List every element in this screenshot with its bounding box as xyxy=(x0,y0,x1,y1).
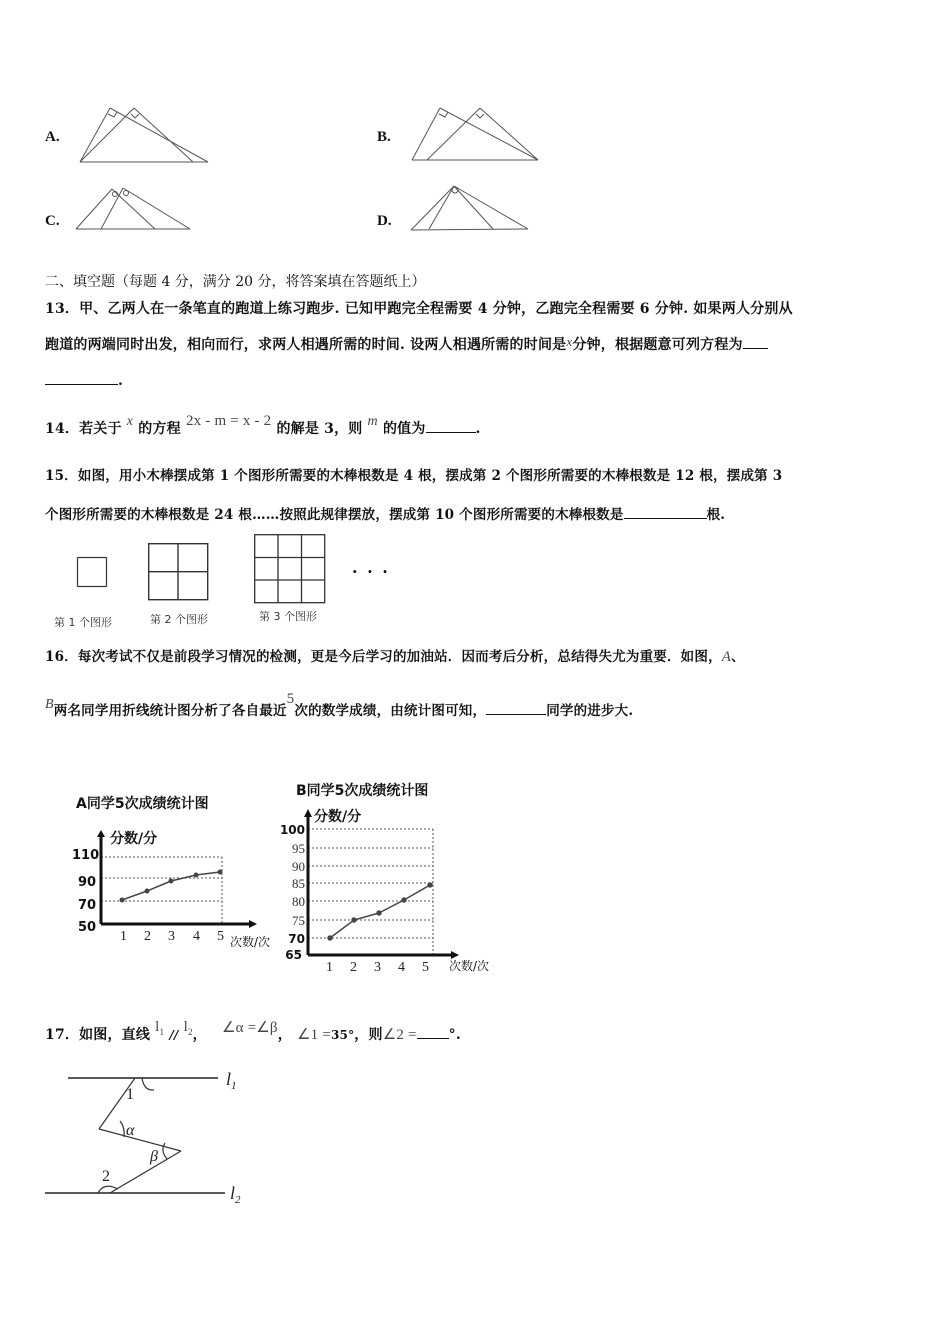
chart-a xyxy=(64,790,274,955)
chart-a-ytick-110: 110 xyxy=(72,848,100,863)
chart-b-ytick-95: 95 xyxy=(292,841,305,856)
q15-caption-1: 第 1 个图形 xyxy=(54,616,112,629)
q15-caption-3: 第 3 个图形 xyxy=(259,610,317,623)
q17-l1-sub: 1 xyxy=(159,1027,165,1037)
q14-suffix: 的值为 xyxy=(382,421,426,437)
chart-b-ytick-85: 85 xyxy=(292,876,305,891)
chart-b xyxy=(276,775,506,980)
svg-text:1: 1 xyxy=(326,960,333,975)
q13-var-x: x xyxy=(566,334,573,349)
chart-a-ytick-50: 50 xyxy=(78,920,97,935)
q13-line1: 13．甲、乙两人在一条笔直的跑道上练习跑步. 已知甲跑完全程需要 4 分钟，乙跑完全程需要 6 分钟. 如果两人分别从 xyxy=(45,301,793,317)
q14-mid2: 的解是 3，则 xyxy=(276,421,363,437)
q17-diagram-label-1: 1 xyxy=(126,1086,134,1103)
q16-text-2b: 次的数学成绩，由统计图可知， xyxy=(294,703,487,719)
q17-angle1: ∠1 = xyxy=(297,1027,331,1043)
q17-degree-end: °. xyxy=(448,1027,461,1043)
q13-period: . xyxy=(118,373,124,389)
chart-b-ytick-70: 70 xyxy=(288,932,305,946)
q17-comma1: ， xyxy=(192,1027,207,1043)
svg-text:3: 3 xyxy=(168,929,175,944)
option-c-figure xyxy=(75,186,200,234)
svg-text:4: 4 xyxy=(193,929,200,944)
chart-b-ytick-65: 65 xyxy=(285,948,302,962)
q15-text-b: 根. xyxy=(706,507,726,523)
q15-line1: 15．如图，用小木棒摆成第 1 个图形所需要的木棒根数是 4 根，摆成第 2 个图形所需要的木棒根数是 12 根，摆成第 3 xyxy=(45,468,783,484)
q16-var-b: B xyxy=(45,697,54,712)
q17-l1 xyxy=(155,1019,164,1035)
q17-l2-text: l xyxy=(183,1019,188,1035)
q14-mid1: 的方程 xyxy=(138,421,181,437)
svg-text:1: 1 xyxy=(120,929,127,944)
q17-parallel: // xyxy=(169,1028,179,1042)
option-a-label: A. xyxy=(45,129,60,145)
chart-b-title: B同学5次成绩统计图 xyxy=(296,783,429,799)
q14-equation: 2x - m = x - 2 xyxy=(185,413,272,429)
q16-var-a: A xyxy=(721,649,732,665)
q17-prefix: 17．如图，直线 xyxy=(45,1027,151,1043)
q16-sep: 、 xyxy=(731,649,745,665)
q17-line xyxy=(45,1019,461,1045)
q15-caption-2: 第 2 个图形 xyxy=(150,613,208,626)
q13-text-a: 跑道的两端同时出发，相向而行，求两人相遇所需的时间. 设两人相遇所需的时间是 xyxy=(45,337,567,353)
q16-num-5: 5 xyxy=(286,691,295,707)
chart-b-ytick-75: 75 xyxy=(292,913,305,928)
q13-line2 xyxy=(45,334,768,354)
q15-figure-2 xyxy=(148,543,210,601)
option-d-label: D. xyxy=(377,213,392,229)
q14-line xyxy=(45,413,481,438)
chart-b-ytick-80: 80 xyxy=(292,894,305,909)
q15-figure-3 xyxy=(254,534,326,604)
q16-text-2a: 两名同学用折线统计图分析了各自最近 xyxy=(53,703,287,719)
q16-text-1: 16．每次考试不仅是前段学习情况的检测，更是今后学习的加油站．因而考后分析，总结得失尤为重要．如图， xyxy=(45,649,722,665)
q17-diagram-l1: $l_1$ xyxy=(226,1069,237,1092)
svg-text:4: 4 xyxy=(398,960,405,975)
q17-diagram-label-alpha: α xyxy=(126,1122,135,1139)
chart-a-plot xyxy=(64,790,274,955)
chart-b-ytick-100: 100 xyxy=(279,823,305,837)
chart-b-plot xyxy=(276,775,506,980)
q17-angle1-value: 35° xyxy=(330,1028,355,1042)
option-b-label: B. xyxy=(377,129,391,145)
q17-l1-text: l xyxy=(155,1019,160,1035)
q13-answer-blank-part1[interactable] xyxy=(743,334,768,349)
chart-b-xlabel: 次数/次 xyxy=(449,959,490,973)
svg-text:5: 5 xyxy=(217,929,224,944)
option-a-figure xyxy=(78,105,218,167)
q17-l2-sub: 2 xyxy=(187,1027,193,1037)
q14-var-m: m xyxy=(367,414,378,429)
q17-l2 xyxy=(184,1019,193,1035)
q13-answer-blank-part2[interactable] xyxy=(45,370,118,385)
chart-a-ytick-90: 90 xyxy=(78,875,97,890)
q17-diagram-l2: $l_2$ xyxy=(230,1183,241,1206)
option-b-figure xyxy=(410,105,545,167)
q14-answer-blank[interactable] xyxy=(426,418,476,433)
q17-diagram-label-2: 2 xyxy=(102,1168,110,1185)
q14-var-x: x xyxy=(126,414,134,429)
q17-angle2: ∠2 = xyxy=(382,1027,417,1043)
q17-then: ，则 xyxy=(354,1027,383,1043)
chart-a-ytick-70: 70 xyxy=(78,898,97,913)
chart-a-ylabel: 分数/分 xyxy=(110,831,158,847)
q13-line3 xyxy=(45,370,123,389)
chart-a-title: A同学5次成绩统计图 xyxy=(76,796,209,812)
q15-figure-1 xyxy=(77,557,108,588)
section-heading: 二、填空题（每题 4 分，满分 20 分，将答案填在答题纸上） xyxy=(45,274,426,290)
q13-text-b: 分钟，根据题意可列方程为 xyxy=(572,337,743,353)
q17-comma2: ， xyxy=(277,1027,292,1043)
option-c-label: C. xyxy=(45,213,60,229)
q15-line2 xyxy=(45,503,725,523)
chart-a-xlabel: 次数/次 xyxy=(230,935,271,949)
q16-answer-blank[interactable] xyxy=(486,700,546,715)
q15-text-a: 个图形所需要的木棒根数是 24 根……按照此规律摆放，摆成第 10 个图形所需要的木棒根数是 xyxy=(45,507,624,523)
q14-prefix: 14．若关于 xyxy=(45,421,122,437)
q15-answer-blank[interactable] xyxy=(624,504,707,519)
chart-b-ylabel: 分数/分 xyxy=(314,809,362,825)
q16-line1 xyxy=(45,645,745,666)
q15-ellipsis: · · · xyxy=(352,562,390,581)
q17-answer-blank[interactable] xyxy=(417,1024,449,1039)
q17-diagram-label-beta: β xyxy=(150,1148,158,1165)
q17-condition: ∠α =∠β xyxy=(221,1020,278,1036)
q17-diagram xyxy=(40,1065,260,1210)
chart-b-ytick-90: 90 xyxy=(292,859,305,874)
svg-text:3: 3 xyxy=(374,960,381,975)
svg-text:2: 2 xyxy=(350,960,357,975)
q16-text-2c: 同学的进步大. xyxy=(546,703,634,719)
q14-period: . xyxy=(475,421,481,437)
svg-text:5: 5 xyxy=(422,960,429,975)
svg-text:2: 2 xyxy=(144,929,151,944)
option-d-figure xyxy=(410,184,535,234)
q16-line2 xyxy=(45,691,634,720)
